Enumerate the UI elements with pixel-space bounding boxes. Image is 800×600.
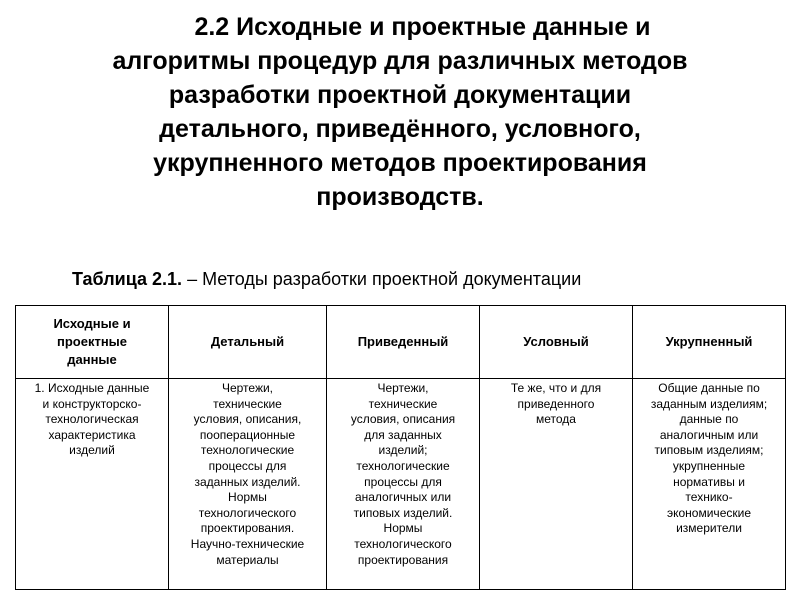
header-line: Детальный	[210, 334, 285, 349]
cell-line: процессы для	[364, 474, 442, 489]
header-line: Укрупненный	[665, 334, 753, 349]
cell-line: проектирования	[357, 552, 449, 567]
cell-line: технологического	[354, 536, 452, 551]
heading-line: алгоритмы процедур для различных методов	[112, 47, 688, 75]
cell-line: условия, описания,	[193, 412, 302, 427]
cell-line: изделий	[69, 443, 115, 458]
cell-line: метода	[536, 412, 576, 427]
cell-line: технические	[368, 396, 438, 411]
cell-line: для заданных	[364, 427, 442, 442]
cell-line: материалы	[216, 552, 279, 567]
cell-line: Чертежи,	[377, 381, 429, 395]
table-cell	[327, 379, 480, 590]
cell-line: технико-	[685, 490, 733, 505]
cell-line: аналогичных или	[354, 490, 452, 505]
table-row	[16, 379, 786, 590]
cell-line: условия, описания	[350, 412, 456, 427]
cell-line: заданным изделиям;	[650, 396, 768, 411]
cell-line: экономические	[667, 505, 751, 520]
section-heading	[20, 10, 780, 214]
table-caption	[72, 268, 581, 290]
cell-line: Общие данные по	[658, 381, 760, 395]
table-caption-label: Таблица 2.1.	[72, 269, 183, 289]
header-line: Исходные и	[53, 316, 131, 331]
header-source-data	[16, 306, 169, 379]
cell-line: 1. Исходные данные	[34, 381, 150, 395]
heading-line: укрупненного методов проектирования	[153, 149, 647, 177]
cell-line: типовых изделий.	[353, 505, 453, 520]
cell-line: Те же, что и для	[510, 381, 602, 395]
header-line: Условный	[523, 334, 589, 349]
cell-line: Чертежи,	[221, 381, 274, 395]
cell-line: технологические	[356, 458, 450, 473]
header-conditional	[480, 306, 633, 379]
cell-line: и конструкторско-	[42, 396, 142, 411]
cell-line: укрупненные	[672, 458, 746, 473]
cell-line: нормативы и	[673, 474, 745, 489]
cell-line: измерители	[676, 521, 742, 536]
heading-line: разработки проектной документации	[168, 81, 632, 109]
header-detailed	[169, 306, 327, 379]
cell-line: Нормы	[228, 490, 267, 505]
cell-line: характеристика	[48, 427, 136, 442]
cell-line: пооперационные	[199, 427, 296, 442]
table-caption-text: – Методы разработки проектной документации	[182, 269, 582, 289]
cell-line: Нормы	[383, 521, 423, 536]
table-cell	[633, 379, 786, 590]
cell-line: технологические	[200, 443, 295, 458]
header-reduced	[327, 306, 480, 379]
cell-line: данные по	[679, 412, 739, 427]
heading-line: детального, приведённого, условного,	[159, 115, 641, 143]
header-line: проектные	[56, 334, 128, 349]
cell-line: изделий;	[378, 443, 428, 458]
table-cell	[169, 379, 327, 590]
cell-line: технологического	[198, 505, 297, 520]
header-line: Приведенный	[357, 334, 449, 349]
cell-line: процессы для	[208, 458, 287, 473]
table-cell	[16, 379, 169, 590]
table-cell	[480, 379, 633, 590]
cell-line: заданных изделий.	[194, 474, 301, 489]
cell-line: приведенного	[517, 396, 595, 411]
methods-table	[15, 305, 786, 590]
header-line: данные	[67, 352, 117, 367]
cell-line: Научно-технические	[190, 536, 305, 551]
heading-line: 2.2 Исходные и проектные данные и	[194, 13, 651, 41]
cell-line: аналогичным или	[659, 427, 759, 442]
heading-line: производств.	[316, 183, 484, 211]
cell-line: типовым изделиям;	[654, 443, 764, 458]
cell-line: проектирования.	[200, 521, 295, 536]
header-enlarged	[633, 306, 786, 379]
cell-line: технические	[213, 396, 282, 411]
table-header-row	[16, 306, 786, 379]
cell-line: технологическая	[45, 412, 139, 427]
